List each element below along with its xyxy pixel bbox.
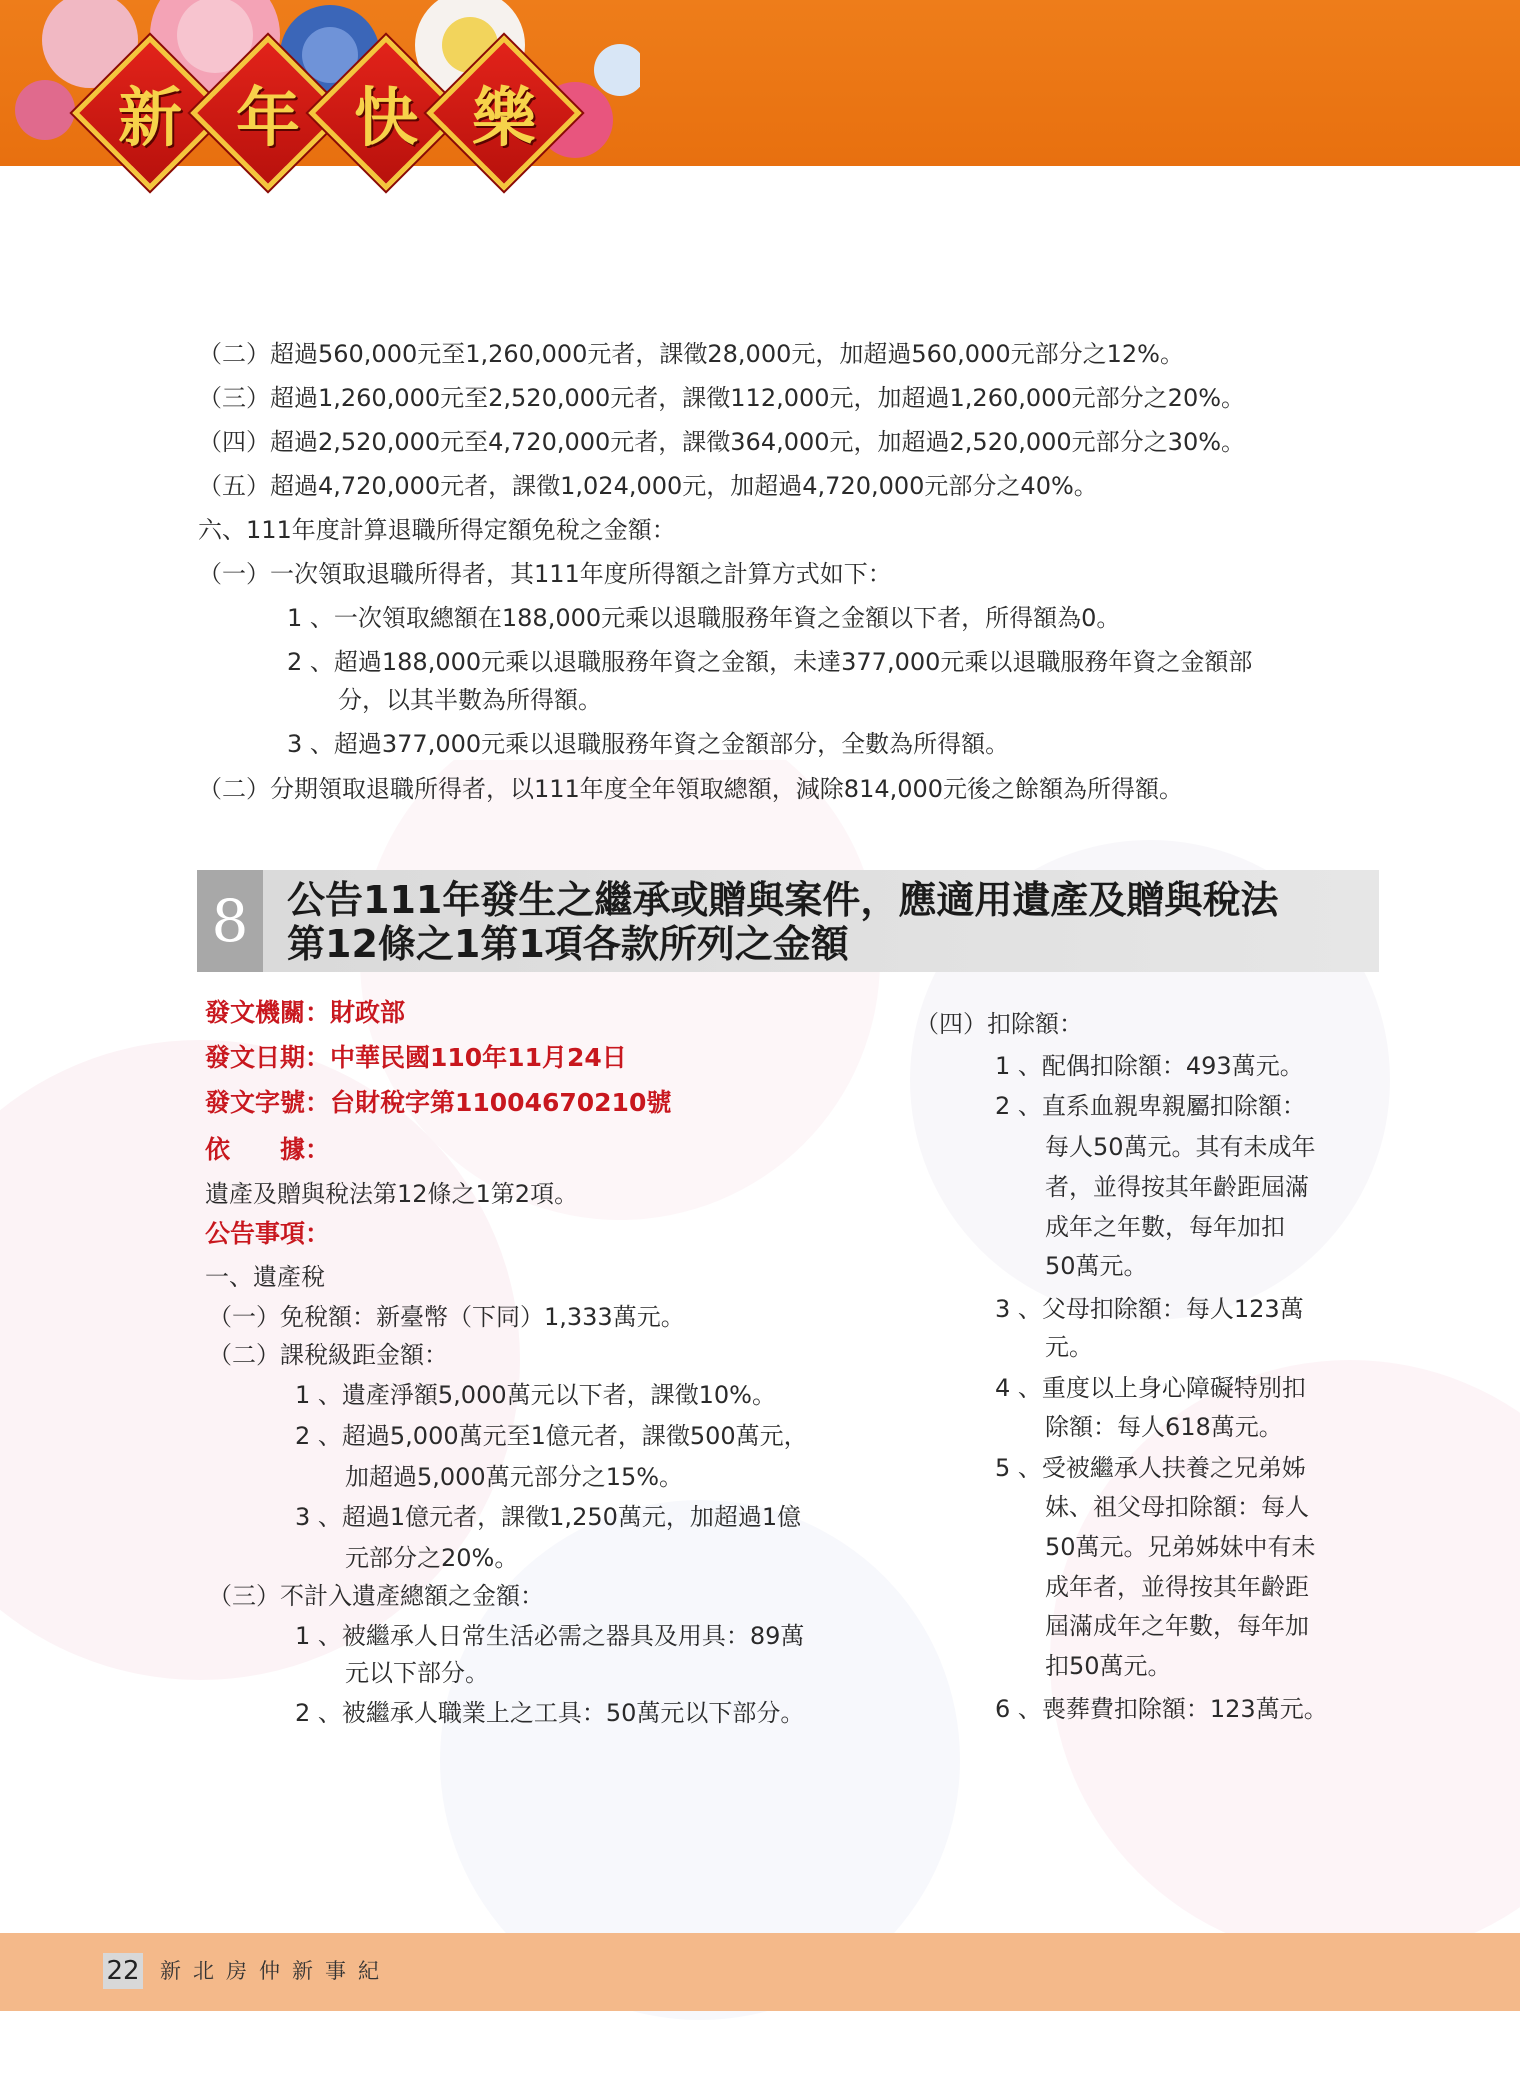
estate-bracket-1: 1 、遺產淨額5,000萬元以下者，課徵10%。 [295,1381,776,1409]
deduction-5-cont-1: 妹、祖父母扣除額：每人 [1045,1493,1309,1521]
tax-bracket-2: （二）超過560,000元至1,260,000元者，課徵28,000元，加超過560,000元部分之12%。 [198,340,1184,368]
deductions-heading: （四）扣除額： [915,1010,1083,1038]
estate-bracket-2: 2 、超過5,000萬元至1億元者，課徵500萬元， [295,1422,808,1450]
issuer-label: 發文機關：財政部 [205,998,406,1027]
tax-bracket-3: （三）超過1,260,000元至2,520,000元者，課徵112,000元，加超過1,260,000元部分之20%。 [198,384,1246,412]
deduction-4-cont: 除額：每人618萬元。 [1045,1413,1283,1441]
retirement-heading: 六、111年度計算退職所得定額免稅之金額： [198,516,676,544]
deduction-5-cont-4: 屆滿成年之年數，每年加 [1045,1612,1309,1640]
deduction-5-cont-2: 50萬元。兄弟姊妹中有未 [1045,1533,1316,1561]
banner-diamond-1: 新 [72,35,228,191]
deduction-2: 2 、直系血親卑親屬扣除額： [995,1092,1306,1120]
deduction-5: 5 、受被繼承人扶養之兄弟姊 [995,1454,1306,1482]
page-number: 22 [103,1953,143,1989]
banner-diamond-2: 年 [190,35,346,191]
retirement-item-1: 1 、一次領取總額在188,000元乘以退職服務年資之金額以下者，所得額為0。 [287,604,1121,632]
excluded-item-1-cont: 元以下部分。 [345,1659,489,1687]
deduction-3-cont: 元。 [1045,1333,1093,1361]
estate-brackets-heading: （二）課稅級距金額： [208,1341,448,1369]
section-title-line-1: 公告111年發生之繼承或贈與案件，應適用遺產及贈與稅法 [287,878,1279,922]
deduction-6: 6 、喪葬費扣除額：123萬元。 [995,1695,1328,1723]
estate-bracket-3-cont: 元部分之20%。 [345,1544,519,1572]
section-title-line-2: 第12條之1第1項各款所列之金額 [287,922,849,966]
excluded-item-2: 2 、被繼承人職業上之工具：50萬元以下部分。 [295,1699,805,1727]
tax-bracket-4: （四）超過2,520,000元至4,720,000元者，課徵364,000元，加超過2,520,000元部分之30%。 [198,428,1246,456]
date-label: 發文日期：中華民國110年11月24日 [205,1043,627,1072]
deduction-1: 1 、配偶扣除額：493萬元。 [995,1052,1304,1080]
excluded-item-1: 1 、被繼承人日常生活必需之器具及用具：89萬 [295,1622,805,1650]
section-heading [197,870,1379,972]
deduction-3: 3 、父母扣除額：每人123萬 [995,1295,1304,1323]
reference-label: 發文字號：台財稅字第11004670210號 [205,1088,672,1117]
retirement-lump-sum: （一）一次領取退職所得者，其111年度所得額之計算方式如下： [198,560,892,588]
banner-diamond-3: 快 [308,35,464,191]
deduction-2-cont-4: 50萬元。 [1045,1252,1148,1280]
deduction-2-cont-2: 者，並得按其年齡距屆滿 [1045,1173,1309,1201]
excluded-amounts-heading: （三）不計入遺產總額之金額： [208,1582,544,1610]
estate-bracket-2-cont: 加超過5,000萬元部分之15%。 [345,1463,684,1491]
retirement-installment: （二）分期領取退職所得者，以111年度全年領取總額，減除814,000元後之餘額為所得額。 [198,775,1184,803]
tax-bracket-5: （五）超過4,720,000元者，課徵1,024,000元，加超過4,720,000元部分之40%。 [198,472,1098,500]
retirement-item-2-cont: 分，以其半數為所得額。 [338,686,602,714]
footer-band [0,1933,1520,2011]
magazine-name: 新北房仲新事紀 [160,1959,391,1983]
retirement-item-3: 3 、超過377,000元乘以退職服務年資之金額部分，全數為所得額。 [287,730,1010,758]
retirement-item-2: 2 、超過188,000元乘以退職服務年資之金額，未達377,000元乘以退職服務年資之金額部 [287,648,1253,676]
banner-diamond-4: 樂 [426,35,582,191]
section-number: 8 [197,870,263,972]
estate-exemption: （一）免稅額：新臺幣（下同）1,333萬元。 [208,1303,685,1331]
deduction-4: 4 、重度以上身心障礙特別扣 [995,1374,1306,1402]
basis-label: 依 據： [205,1135,331,1164]
deduction-5-cont-3: 成年者，並得按其年齡距 [1045,1573,1309,1601]
deduction-5-cont-5: 扣50萬元。 [1045,1652,1172,1680]
deduction-2-cont-3: 成年之年數，每年加扣 [1045,1213,1285,1241]
deduction-2-cont-1: 每人50萬元。其有未成年 [1045,1133,1316,1161]
estate-tax-heading: 一、遺產稅 [205,1263,325,1291]
notice-label: 公告事項： [205,1219,331,1248]
basis-text: 遺產及贈與稅法第12條之1第2項。 [205,1180,579,1208]
estate-bracket-3: 3 、超過1億元者，課徵1,250萬元，加超過1億 [295,1503,802,1531]
